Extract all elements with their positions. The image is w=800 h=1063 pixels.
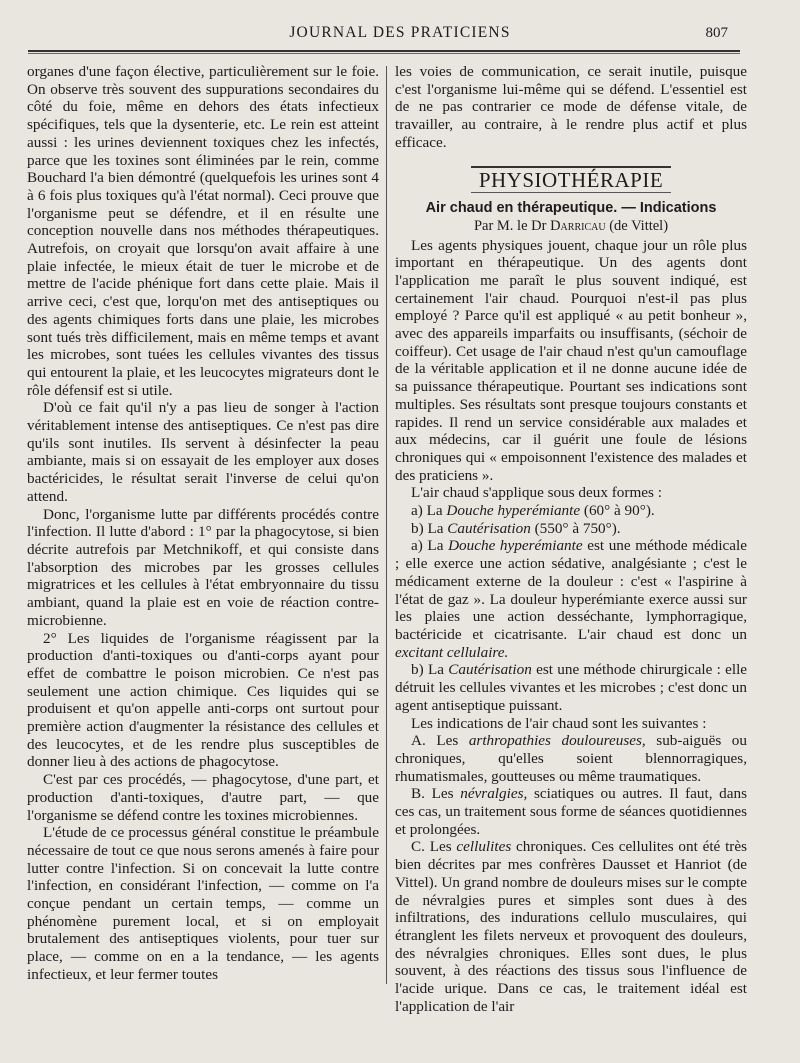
paragraph-text: chroniques. Ces cellulites ont été très bien décrites par mes confrères Dausset et Hanriot (de Vittel). Un grand nombre de douleurs mises sur le compte de névralgies pures et simples sont dues à des infiltrations, des indurations cellulo musculaires, qui étranglent les filets nerveux et provoquent des douleurs, des névralgies chroniques. Elles sont dues, le plus souvent, à des réactions des tissus sous l'influence de l'acide urique. Dans ce cas, le traitement idéal est l'application de l'air [395,838,748,1015]
paragraph-text: est une méthode médicale ; elle exerce une action sédative, analgésiante ; c'est le médicament externe de la douleur : c'est « l'aspirine à l'état de gaz ». La douleur hyperémiante exerce aussi sur les plaies une action desséchante, lymphorragique, bactéricide et cicatrisante. L'air chaud est donc un [395,537,747,643]
column-divider [386,66,387,984]
paragraph: organes d'une façon élective, particulièrement sur le foie. On observe très souvent des suppurations secondaires du côté du foie, même en dehors des états infectieux spécifiques, tels que la dysenterie, etc. Le rein est atteint aussi : les urines deviennent toxiques chez les infectés, parce que les toxines sont éliminées par le rein, comme Bouchard l'a bien démontré (quelquefois les urines sont 4 à 6 fois plus toxiques qu'à l'état normal). Ceci prouve que l'organisme peut se défendre, et il en résulte une conception nouvelle dans nos méthodes thérapeutiques. Autrefois, on croyait que lorsqu'on avait affaire à une plaie infectée, le mieux était de tuer le microbe et de mettre de l'acide phénique fort dans cette plaie. Mais il arrive ceci, c'est que, lorqu'on met des antiseptiques ou des agents chimiques forts dans une plaie, les microbes sont tués très difficilement, mais en même temps et avant les microbes, sont tuées les cellules vivantes des tissus qui entourent la plaie, et les leucocytes migrateurs dont le rôle défensif est si utile. [27,63,379,399]
section-title: PHYSIOTHÉRAPIE [471,166,671,193]
left-column [27,63,379,984]
byline [395,217,747,235]
paragraph: 2° Les liquides de l'organisme réagissent par la production d'anti-toxiques ou d'anti-corps ayant pour effet de combattre le poison microbien. Ce n'est pas seulement une action chimique. Ces liquides qui se produisent et qu'on appelle anti-corps ont surtout pour première action d'augmenter la résistance des cellules et des leucocytes, et de les rendre plus susceptibles de donner lieu à des actions de phagocytose. [27,629,379,771]
paragraph-text: est une méthode chirurgicale : elle détruit les cellules vivantes et les microbes ; c'est donc un agent antiseptique puissant. [395,661,748,714]
list-marker: A. Les [411,732,459,750]
paragraph [395,732,747,785]
italic-term: excitant cellulaire. [395,643,509,661]
paragraph [395,537,747,661]
paragraph: Les agents physiques jouent, chaque jour un rôle plus important en thérapeutique. Un des agents dont l'application me paraît le plus souvent indiqué, est certainement l'air chaud. Pourquoi n'est-il pas plus employé ? Parce qu'il est appliqué « au petit bonheur », avec des appareils imparfaits ou insuffisants, (séchoir de coiffeur). Cet usage de l'air chaud n'est qu'un camouflage de la véritable application et il ne donne aucune idée de sa puissance thérapeutique. Pourtant ses indications sont multiples. Ses résultats sont presque toujours constants et rapides. Il rend un service considérable aux malades et aux médecins, car il guérit une foule de lésions chroniques qui « empoisonnent l'existence des malades et des praticiens ». [395,236,747,484]
italic-term: Douche hyperémiante [448,537,583,555]
list-item [395,520,747,538]
paragraph [395,661,747,714]
list-marker: a) La [411,502,443,520]
paragraph: L'air chaud s'applique sous deux formes : [411,484,662,502]
list-marker: a) La [411,537,444,555]
paragraph: C'est par ces procédés, — phagocytose, d'une part, et production d'anti-toxiques, d'autre part, — que l'organisme se défend contre les toxines microbiennes. [27,771,379,824]
section-heading [395,166,747,193]
italic-term: arthropathies douloureuses, [468,732,646,750]
italic-term: névralgies, [460,785,528,803]
byline-suffix: (de Vittel) [609,217,669,234]
list-marker: b) La [411,519,444,537]
paragraph-continuation: les voies de communication, ce serait inutile, puisque c'est l'organisme lui-même qui se défend. L'essentiel est de ne pas contrarier ce mode de défense vitale, de travailler, au contraire, à le rendre plus actif et plus efficace. [395,63,747,151]
paragraph: Donc, l'organisme lutte par différents procédés contre l'infection. Il lutte d'abord : 1° par la phagocytose, si bien décrite autrefois par Metchnikoff, et qui consiste dans l'absorption des microbes par les grosses cellules migratrices et les cellules à l'état embryonnaire du tissu ambiant, quand la plaie est en voie de réaction contre-microbienne. [27,505,379,629]
paragraph: Les indications de l'air chaud sont les suivantes : [411,714,707,732]
paragraph-text: sciatiques ou autres. Il faut, dans ces cas, un traitement sous forme de séances quotidiennes et prolongées. [395,785,748,838]
running-header [0,24,800,46]
paragraph: L'étude de ce processus général constitue le préambule nécessaire de tout ce que nous serons amenés à faire pour lutter contre l'infection. Si on concevait la lutte contre l'infection, en considérant l'infection, — comme on l'a conçue pendant un certain temps, — comme un phénomène purement local, et si on employait brutalement des antiseptiques violents, pour tuer sur place, — comme on en a la tendance, — les agents infectieux, et leur fermer toutes [27,824,379,983]
paragraph-text: sub-aiguës ou chroniques, qu'elles soient blennorragiques, rhumatismales, goutteuses ou même traumatiques. [395,732,747,785]
list-text: (60° à 90°). [583,502,655,520]
paragraph [395,838,747,1015]
page-number: 807 [705,25,728,41]
article-title: Air chaud en thérapeutique. — Indications [425,199,717,216]
italic-term: Cautérisation [447,519,531,537]
right-column [395,63,747,1015]
byline-prefix: Par M. le Dr [473,217,547,234]
byline-author: Darricau [550,217,606,234]
paragraph [395,785,747,838]
list-text: (550° à 750°). [534,519,621,537]
list-marker: C. Les [411,838,452,856]
list-item [395,502,747,520]
paragraph: D'où ce fait qu'il n'y a pas lieu de songer à l'action véritablement intense des antiseptiques. Ce n'est pas dire qu'ils sont inutiles. Ils servent à désinfecter la peau ambiante, mais si on essayait de les employer aux doses bactéricides, le résultat serait l'inverse de celui qu'on attend. [27,399,379,505]
list-marker: b) La [411,661,444,679]
header-rule [28,50,740,52]
italic-term: cellulites [456,838,512,856]
italic-term: Douche hyperémiante [446,502,581,520]
list-marker: B. Les [411,785,454,803]
italic-term: Cautérisation [448,661,532,679]
header-rule-thin [28,53,740,54]
journal-title: JOURNAL DES PRATICIENS [289,24,511,41]
